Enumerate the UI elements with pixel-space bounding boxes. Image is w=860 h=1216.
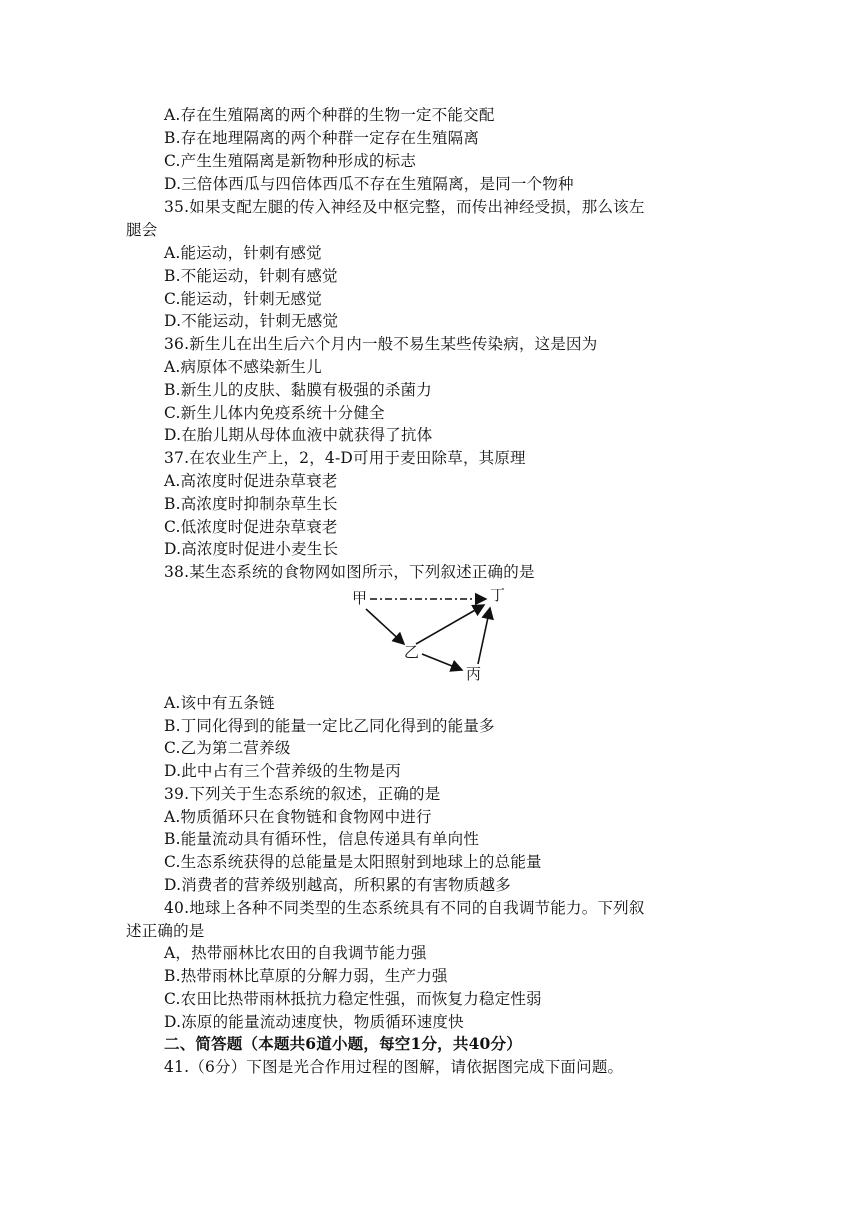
q39-option-d: D.消费者的营养级别越高，所积累的有害物质越多 — [164, 876, 511, 894]
q37-option-d: D.高浓度时促进小麦生长 — [164, 540, 339, 558]
q35-option-a: A.能运动，针刺有感觉 — [164, 244, 322, 262]
q40-stem-continued: 述正确的是 — [126, 922, 205, 940]
arrow-yi-to-bing — [422, 654, 462, 670]
q35-stem-continued: 腿会 — [126, 221, 158, 239]
q36-option-b: B.新生儿的皮肤、黏膜有极强的杀菌力 — [164, 381, 432, 399]
arrow-jia-to-yi — [366, 609, 404, 644]
arrow-bing-to-ding — [478, 608, 490, 664]
q38-option-a: A.该中有五条链 — [164, 694, 275, 712]
q34-option-c: C.产生生殖隔离是新物种形成的标志 — [164, 152, 417, 170]
q39-stem: 39.下列关于生态系统的叙述，正确的是 — [164, 785, 441, 803]
q35-option-d: D.不能运动，针刺无感觉 — [164, 312, 339, 330]
section-heading-short-answer: 二、简答题（本题共6道小题，每空1分，共40分） — [164, 1034, 522, 1053]
q36-option-d: D.在胎儿期从母体血液中就获得了抗体 — [164, 426, 433, 444]
q38-option-b: B.丁同化得到的能量一定比乙同化得到的能量多 — [164, 717, 495, 735]
q40-stem: 40.地球上各种不同类型的生态系统具有不同的自我调节能力。下列叙 — [164, 899, 645, 917]
q34-option-a: A.存在生殖隔离的两个种群的生物一定不能交配 — [164, 106, 495, 124]
arrow-yi-to-ding — [416, 605, 484, 644]
q40-option-b: B.热带雨林比草原的分解力弱，生产力强 — [164, 967, 448, 985]
q36-stem: 36.新生儿在出生后六个月内一般不易生某些传染病，这是因为 — [164, 335, 598, 353]
q36-option-a: A.病原体不感染新生儿 — [164, 358, 322, 376]
food-web-diagram — [350, 582, 520, 686]
q39-option-b: B.能量流动具有循环性，信息传递具有单向性 — [164, 830, 480, 848]
q35-stem: 35.如果支配左腿的传入神经及中枢完整，而传出神经受损，那么该左 — [164, 198, 645, 216]
q37-option-a: A.高浓度时促进杂草衰老 — [164, 472, 338, 490]
q41-stem: 41.（6分）下图是光合作用过程的图解，请依据图完成下面问题。 — [164, 1058, 624, 1076]
q34-option-b: B.存在地理隔离的两个种群一定存在生殖隔离 — [164, 129, 480, 147]
q34-option-d: D.三倍体西瓜与四倍体西瓜不存在生殖隔离，是同一个物种 — [164, 175, 574, 193]
q40-option-d: D.冻原的能量流动速度快，物质循环速度快 — [164, 1013, 464, 1031]
q38-option-d: D.此中占有三个营养级的生物是丙 — [164, 762, 402, 780]
node-yi: 乙 — [404, 643, 420, 661]
node-bing: 丙 — [466, 665, 482, 683]
q40-option-c: C.农田比热带雨林抵抗力稳定性强，而恢复力稳定性弱 — [164, 990, 542, 1008]
q35-option-b: B.不能运动，针刺有感觉 — [164, 267, 338, 285]
q38-stem: 38.某生态系统的食物网如图所示，下列叙述正确的是 — [164, 563, 535, 581]
node-ding: 丁 — [490, 586, 506, 604]
q37-option-c: C.低浓度时促进杂草衰老 — [164, 518, 338, 536]
node-jia: 甲 — [352, 589, 368, 607]
q35-option-c: C.能运动，针刺无感觉 — [164, 290, 322, 308]
q38-option-c: C.乙为第二营养级 — [164, 739, 291, 757]
q40-option-a: A，热带丽林比农田的自我调节能力强 — [164, 944, 427, 962]
q36-option-c: C.新生儿体内免疫系统十分健全 — [164, 404, 385, 422]
q37-stem: 37.在农业生产上，2，4-D可用于麦田除草，其原理 — [164, 449, 526, 467]
q39-option-c: C.生态系统获得的总能量是太阳照射到地球上的总能量 — [164, 853, 542, 871]
q37-option-b: B.高浓度时抑制杂草生长 — [164, 495, 338, 513]
q39-option-a: A.物质循环只在食物链和食物网中进行 — [164, 808, 432, 826]
